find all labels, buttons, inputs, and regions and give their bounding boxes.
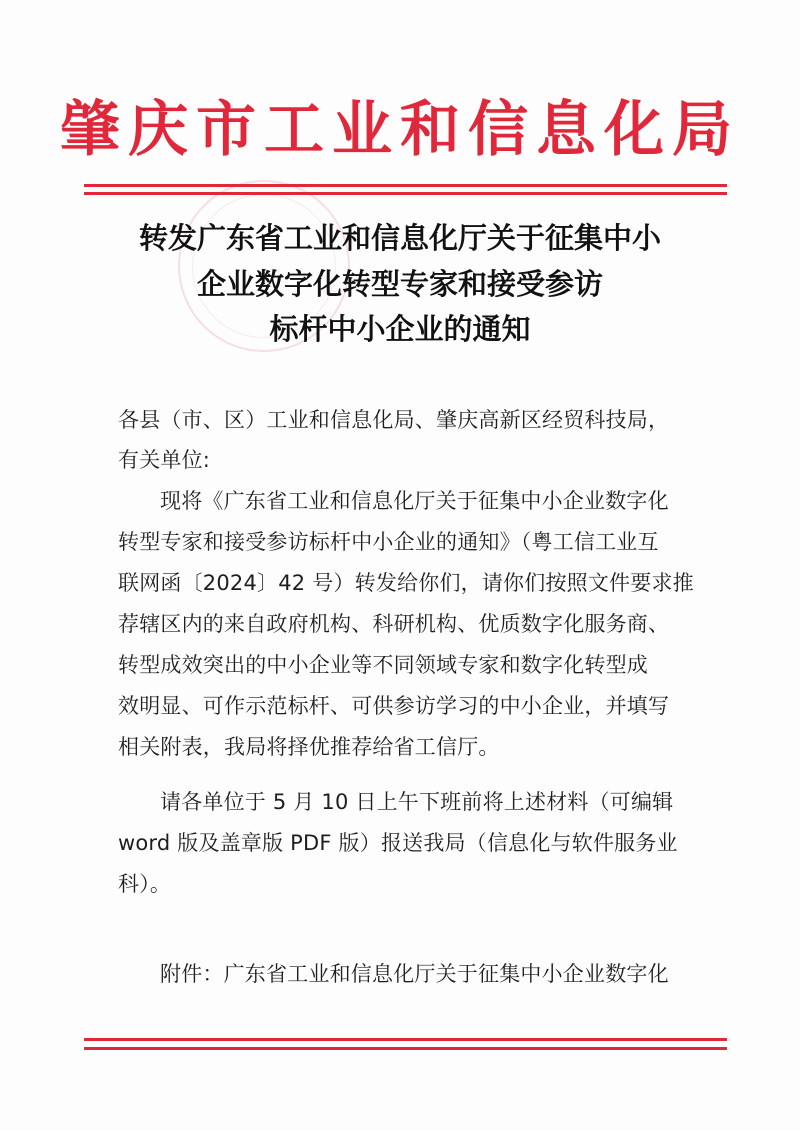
header-divider-line-thin [84, 192, 727, 195]
paragraph-2-line: 科）。 [118, 872, 172, 896]
addressee-line-2: 有关单位: [118, 448, 211, 472]
document-title-line-3: 标杆中小企业的通知 [269, 312, 531, 346]
paragraph-1-line: 现将《广东省工业和信息化厅关于征集中小企业数字化 [160, 489, 669, 513]
attachment-line: 附件：广东省工业和信息化厅关于征集中小企业数字化 [160, 962, 669, 986]
paragraph-1-line: 荐辖区内的来自政府机构、科研机构、优质数字化服务商、 [118, 612, 670, 636]
paragraph-1-line: 联网函〔2024〕42 号）转发给你们，请你们按照文件要求推 [118, 571, 694, 595]
addressee-line-1: 各县（市、区）工业和信息化局、肇庆高新区经贸科技局， [118, 408, 670, 432]
paragraph-1-line: 转型成效突出的中小企业等不同领域专家和数字化转型成 [118, 653, 648, 677]
paragraph-2-line: 请各单位于 5 月 10 日上午下班前将上述材料（可编辑 [160, 790, 674, 814]
footer-divider-line-thin [84, 1047, 727, 1050]
document-title-line-1: 转发广东省工业和信息化厅关于征集中小 [138, 221, 661, 255]
document-title-line-2: 企业数字化转型专家和接受参访 [196, 267, 603, 301]
paragraph-1-line: 转型专家和接受参访标杆中小企业的通知》（粤工信工业互 [118, 530, 659, 554]
header-divider-line [84, 184, 727, 187]
issuing-authority-header: 肇庆市工业和信息化局 [60, 95, 740, 165]
footer-divider-line [84, 1038, 727, 1041]
paragraph-2-line: word 版及盖章版 PDF 版）报送我局（信息化与软件服务业 [118, 831, 678, 855]
paragraph-1-line: 效明显、可作示范标杆、可供参访学习的中小企业，并填写 [118, 694, 670, 718]
paragraph-1-line: 相关附表，我局将择优推荐给省工信厅。 [118, 735, 500, 759]
